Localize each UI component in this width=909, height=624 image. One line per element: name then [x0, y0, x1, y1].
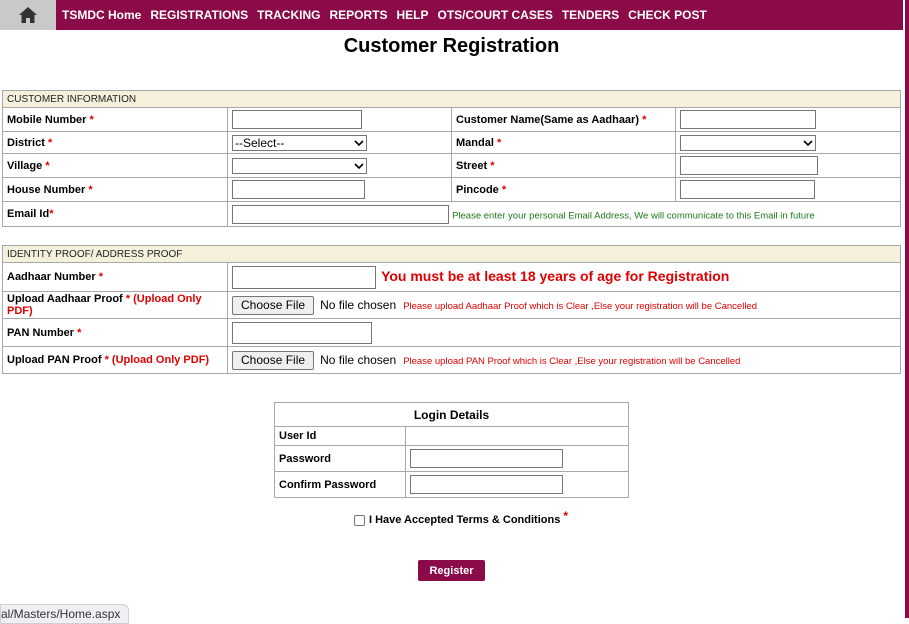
- required-mark: *: [501, 183, 507, 196]
- aadhaar-choose-file-button[interactable]: Choose File: [232, 296, 314, 315]
- nav-help[interactable]: HELP: [396, 8, 429, 22]
- mandal-select[interactable]: [680, 135, 816, 151]
- terms-label: I Have Accepted Terms & Conditions: [369, 514, 561, 526]
- required-mark: *: [642, 113, 647, 126]
- street-input[interactable]: [680, 156, 818, 175]
- page-title: Customer Registration: [343, 35, 560, 57]
- district-select[interactable]: [232, 135, 367, 151]
- customer-information-header: CUSTOMER INFORMATION: [3, 91, 901, 108]
- nav-tenders[interactable]: TENDERS: [561, 8, 620, 22]
- aadhaar-number-label: Aadhaar Number: [7, 271, 96, 283]
- age-warning: You must be at least 18 years of age for Registration: [381, 268, 730, 284]
- email-id-input[interactable]: [232, 205, 449, 224]
- aadhaar-no-file-text: No file chosen: [320, 297, 397, 312]
- upload-pan-label: Upload PAN Proof: [7, 354, 102, 366]
- pincode-label: Pincode: [456, 183, 499, 196]
- register-button[interactable]: Register: [418, 560, 485, 581]
- required-mark: *: [104, 354, 109, 366]
- house-number-input[interactable]: [232, 180, 365, 199]
- right-edge-bar: [905, 0, 909, 618]
- confirm-password-label: Confirm Password: [275, 472, 406, 498]
- aadhaar-number-input[interactable]: [232, 266, 376, 289]
- pincode-input[interactable]: [680, 180, 815, 199]
- pan-choose-file-button[interactable]: Choose File: [232, 351, 314, 370]
- password-label: Password: [275, 446, 406, 472]
- aadhaar-upload-note: Please upload Aadhaar Proof which is Clear ,Else your registration will be Cancelled: [403, 300, 758, 312]
- customer-information-table: [2, 90, 901, 227]
- required-mark: *: [490, 159, 495, 172]
- pdf-only-note: (Upload Only PDF): [7, 293, 202, 317]
- required-mark: *: [88, 183, 93, 196]
- identity-proof-table: [2, 245, 901, 374]
- upload-aadhaar-label: Upload Aadhaar Proof: [7, 293, 123, 305]
- nav-tsmdc-home[interactable]: TSMDC Home: [62, 8, 142, 22]
- nav-tracking[interactable]: TRACKING: [257, 8, 321, 22]
- required-mark: *: [45, 159, 50, 172]
- mandal-label: Mandal: [456, 136, 494, 149]
- confirm-password-input[interactable]: [410, 475, 563, 494]
- user-id-label: User Id: [275, 427, 406, 446]
- required-mark: *: [47, 136, 53, 149]
- nav-ots-court-cases[interactable]: OTS/COURT CASES: [437, 8, 553, 22]
- email-id-label: Email Id: [7, 208, 50, 220]
- customer-name-label: Customer Name(Same as Aadhaar): [456, 113, 639, 126]
- email-note: Please enter your personal Email Address, We will communicate to this Email in future: [452, 210, 815, 221]
- pdf-only-note: (Upload Only PDF): [111, 354, 210, 366]
- home-button[interactable]: [0, 0, 56, 30]
- chevron-down-icon: [354, 138, 364, 148]
- pan-number-label: PAN Number: [7, 326, 75, 339]
- nav-registrations[interactable]: REGISTRATIONS: [150, 8, 249, 22]
- house-number-label: House Number: [7, 183, 86, 196]
- required-mark: *: [496, 136, 502, 149]
- pan-no-file-text: No file chosen: [320, 352, 397, 367]
- chevron-down-icon: [803, 138, 813, 148]
- password-input[interactable]: [410, 449, 563, 468]
- required-mark: *: [563, 509, 568, 523]
- required-mark: *: [125, 293, 131, 305]
- required-mark: *: [98, 271, 103, 283]
- nav-reports[interactable]: REPORTS: [329, 8, 388, 22]
- top-navigation-bar: [0, 0, 903, 30]
- mobile-number-input[interactable]: [232, 110, 362, 129]
- required-mark: *: [89, 113, 94, 126]
- home-icon: [18, 6, 38, 24]
- chevron-down-icon: [354, 161, 364, 171]
- user-id-value: [406, 427, 629, 446]
- identity-proof-header: IDENTITY PROOF/ ADDRESS PROOF: [3, 246, 901, 263]
- login-details-table: [274, 402, 629, 498]
- login-details-title: Login Details: [275, 403, 629, 427]
- district-label: District: [7, 136, 45, 149]
- village-label: Village: [7, 159, 43, 172]
- street-label: Street: [456, 159, 488, 172]
- district-select-value: --Select--: [235, 135, 285, 150]
- status-bar-url: al/Masters/Home.aspx: [0, 604, 129, 624]
- terms-row: [354, 509, 568, 527]
- pan-number-input[interactable]: [232, 322, 372, 344]
- terms-checkbox[interactable]: [354, 515, 365, 526]
- mobile-number-label: Mobile Number: [7, 113, 87, 126]
- required-mark: *: [49, 208, 54, 220]
- nav-check-post[interactable]: CHECK POST: [628, 8, 707, 22]
- customer-name-input[interactable]: [680, 110, 816, 129]
- village-select[interactable]: [232, 158, 367, 174]
- required-mark: *: [77, 326, 82, 339]
- pan-upload-note: Please upload PAN Proof which is Clear ,Else your registration will be Cancelled: [403, 355, 741, 367]
